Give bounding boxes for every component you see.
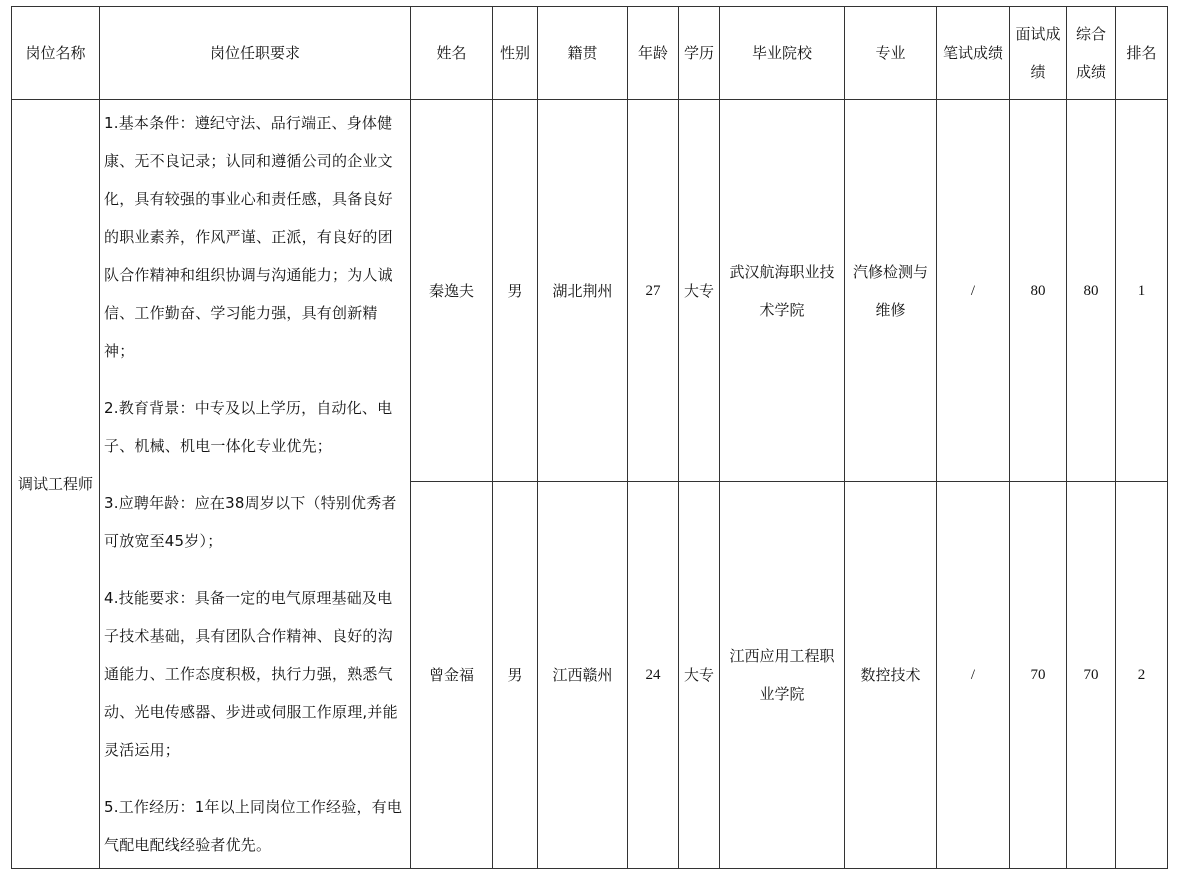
- header-interview-score: [1010, 7, 1067, 100]
- candidate-education: 大专: [679, 482, 720, 869]
- candidate-origin: 湖北荆州: [538, 100, 628, 482]
- candidate-rank: 1: [1116, 100, 1168, 482]
- table-row: [12, 100, 1168, 482]
- candidate-name: 曾金福: [411, 482, 493, 869]
- position-title: 调试工程师: [12, 100, 100, 869]
- candidate-written-score: /: [937, 100, 1010, 482]
- candidate-school-text: 武汉航海职业技术学院: [729, 262, 835, 319]
- candidate-major: [845, 100, 937, 482]
- candidate-total-score: 70: [1067, 482, 1116, 869]
- candidate-gender: 男: [493, 100, 538, 482]
- header-age: 年龄: [628, 7, 679, 100]
- candidate-rank: 2: [1116, 482, 1168, 869]
- header-origin: 籍贯: [538, 7, 628, 100]
- candidate-education: 大专: [679, 100, 720, 482]
- requirement-item: 1.基本条件：遵纪守法、品行端正、身体健康、无不良记录；认同和遵循公司的企业文化，具有较强的事业心和责任感，具备良好的职业素养，作风严谨、正派，有良好的团队合作精神和组织协调与沟通能力；为人诚信、工作勤奋、学习能力强，具有创新精神；: [104, 114, 393, 360]
- candidate-results-table: [11, 6, 1168, 869]
- header-written-score: 笔试成绩: [937, 7, 1010, 100]
- header-education: 学历: [679, 7, 720, 100]
- candidate-written-score: /: [937, 482, 1010, 869]
- requirement-item: 3.应聘年龄：应在38周岁以下（特别优秀者可放宽至45岁）；: [104, 494, 397, 550]
- candidate-age: 27: [628, 100, 679, 482]
- header-major: 专业: [845, 7, 937, 100]
- requirement-item: 2.教育背景：中专及以上学历，自动化、电子、机械、机电一体化专业优先；: [104, 399, 393, 455]
- candidate-interview-score: 70: [1010, 482, 1067, 869]
- candidate-total-score: 80: [1067, 100, 1116, 482]
- candidate-major-text: 汽修检测与维修: [852, 262, 928, 319]
- candidate-age: 24: [628, 482, 679, 869]
- candidate-school: [720, 100, 845, 482]
- candidate-name: 秦逸夫: [411, 100, 493, 482]
- candidate-major: [845, 482, 937, 869]
- requirement-item: 4.技能要求：具备一定的电气原理基础及电子技术基础，具有团队合作精神、良好的沟通能力、工作态度积极，执行力强，熟悉气动、光电传感器、步进或伺服工作原理,并能灵活运用；: [104, 589, 398, 759]
- requirements-cell: [100, 100, 411, 869]
- candidate-major-text: 数控技术: [860, 666, 921, 684]
- candidate-origin: 江西赣州: [538, 482, 628, 869]
- header-total-score: [1067, 7, 1116, 100]
- header-interview-score-label: 面试成绩: [1015, 25, 1061, 81]
- table-header-row: [12, 7, 1168, 100]
- requirement-item: 5.工作经历：1年以上同岗位工作经验，有电气配电配线经验者优先。: [104, 798, 403, 854]
- header-position: 岗位名称: [12, 7, 100, 100]
- header-school: 毕业院校: [720, 7, 845, 100]
- candidate-interview-score: 80: [1010, 100, 1067, 482]
- candidate-school: [720, 482, 845, 869]
- candidate-gender: 男: [493, 482, 538, 869]
- candidate-school-text: 江西应用工程职业学院: [729, 647, 835, 703]
- header-requirements: 岗位任职要求: [100, 7, 411, 100]
- header-rank: 排名: [1116, 7, 1168, 100]
- header-name: 姓名: [411, 7, 493, 100]
- header-gender: 性别: [493, 7, 538, 100]
- header-total-score-label: 综合成绩: [1075, 25, 1106, 81]
